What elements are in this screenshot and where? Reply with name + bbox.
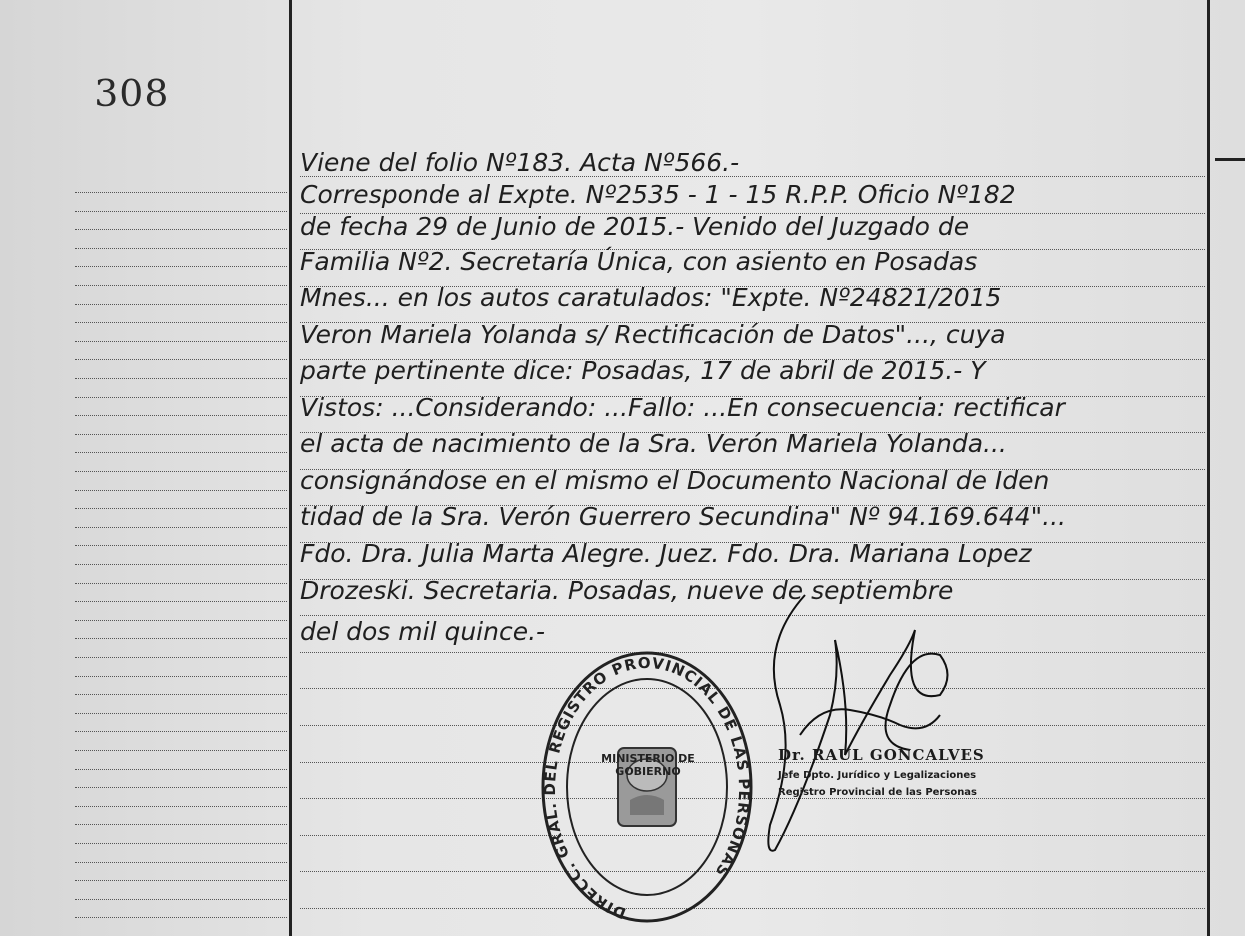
ruled-line	[75, 620, 287, 621]
stamp-inner-text: MINISTERIO DE GOBIERNO	[601, 752, 695, 778]
entry-line: parte pertinente dice: Posadas, 17 de abril de 2015.- Y	[300, 356, 986, 385]
signer-office: Registro Provincial de las Personas	[778, 787, 978, 798]
ruled-line	[75, 806, 287, 807]
ruled-line	[75, 304, 287, 305]
entry-line: de fecha 29 de Junio de 2015.- Venido del Juzgado de	[300, 212, 970, 241]
ruled-line	[75, 843, 287, 844]
entry-line: Viene del folio Nº183. Acta Nº566.-	[300, 148, 740, 177]
entry-line: Veron Mariela Yolanda s/ Rectificación de Datos"..., cuya	[300, 320, 1006, 349]
entry-line: Corresponde al Expte. Nº2535 - 1 - 15 R.P.P. Oficio Nº182	[300, 180, 1016, 209]
ruled-line	[75, 285, 287, 286]
ruled-line	[75, 862, 287, 863]
right-edge-mark	[1215, 158, 1245, 161]
ruled-line	[75, 397, 287, 398]
ruled-line	[75, 638, 287, 639]
ruled-line	[75, 378, 287, 379]
official-stamp	[540, 650, 755, 925]
signer-name: Dr. RAUL GONCALVES	[778, 746, 985, 764]
ruled-line	[75, 434, 287, 435]
ruled-line	[75, 824, 287, 825]
ruled-line	[75, 266, 287, 267]
right-margin-line	[1207, 0, 1210, 936]
handwritten-signature	[740, 585, 960, 875]
ruled-line	[75, 564, 287, 565]
ruled-line	[75, 229, 287, 230]
signature-block	[778, 746, 985, 798]
ruled-line	[75, 676, 287, 677]
entry-line: del dos mil quince.-	[300, 617, 546, 646]
ruled-line	[75, 769, 287, 770]
ruled-line	[75, 880, 287, 881]
entry-line: Drozeski. Secretaria. Posadas, nueve de septiembre	[300, 576, 954, 605]
ruled-line	[75, 471, 287, 472]
ruled-line	[75, 899, 287, 900]
ruled-line	[75, 527, 287, 528]
entry-line: Mnes... en los autos caratulados: "Expte. Nº24821/2015	[300, 283, 1002, 312]
ruled-line	[75, 657, 287, 658]
signer-title: Jefe Dpto. Jurídico y Legalizaciones	[778, 770, 977, 781]
ruled-line	[75, 713, 287, 714]
ruled-line	[75, 508, 287, 509]
ruled-line	[75, 192, 287, 193]
entry-line: Fdo. Dra. Julia Marta Alegre. Juez. Fdo. Dra. Mariana Lopez	[300, 539, 1032, 568]
entry-line: Familia Nº2. Secretaría Única, con asiento en Posadas	[300, 247, 978, 276]
ruled-line	[75, 415, 287, 416]
entry-line: consignándose en el mismo el Documento Nacional de Iden	[300, 466, 1050, 495]
left-margin-line	[289, 0, 292, 936]
ruled-line	[75, 583, 287, 584]
ruled-line	[75, 322, 287, 323]
ruled-line	[75, 490, 287, 491]
ruled-line	[75, 341, 287, 342]
ruled-line	[75, 694, 287, 695]
entry-line: Vistos: ...Considerando: ...Fallo: ...En consecuencia: rectificar	[300, 393, 1065, 422]
ruled-line	[75, 211, 287, 212]
stamp-outer-text: DIRECC. GRAL. DEL REGISTRO PROVINCIAL DE LAS PERSONAS	[541, 653, 754, 923]
ruled-line	[75, 787, 287, 788]
ruled-line	[75, 917, 287, 918]
ruled-line	[75, 359, 287, 360]
ruled-line	[75, 731, 287, 732]
entry-line: el acta de nacimiento de la Sra. Verón Mariela Yolanda...	[300, 429, 1007, 458]
ruled-line	[75, 545, 287, 546]
ruled-line	[75, 750, 287, 751]
ruled-line	[75, 601, 287, 602]
entry-line: tidad de la Sra. Verón Guerrero Secundina" Nº 94.169.644"...	[300, 502, 1066, 531]
folio-number: 308	[94, 74, 170, 115]
ruled-line	[75, 452, 287, 453]
ruled-line	[75, 248, 287, 249]
